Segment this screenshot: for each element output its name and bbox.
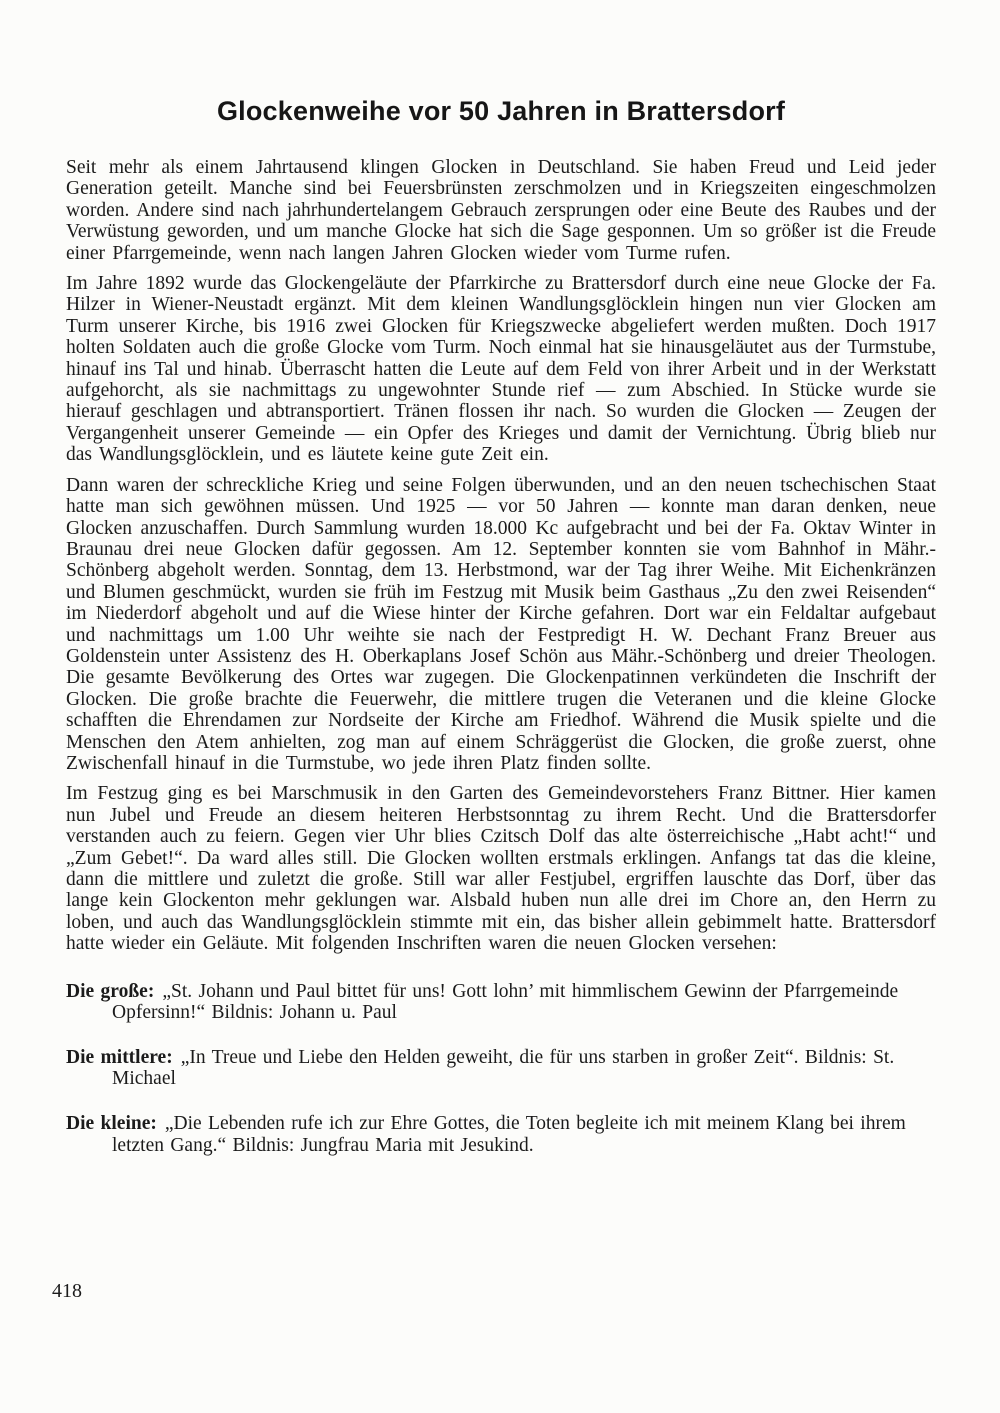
page-number: 418 [52, 1280, 82, 1302]
inscription-lead: Die große: [66, 980, 155, 1002]
inscription-text: „St. Johann und Paul bittet für uns! Gott lohn’ mit himmlischem Gewinn der Pfarrgemeinde Opfersinn!“ Bildnis: Johann u. Paul [112, 980, 899, 1024]
paragraph: Dann waren der schreckliche Krieg und seine Folgen überwunden, und an den neuen tschechischen Staat hatte man sich gewöhnen müssen. Und 1925 — vor 50 Jahren — konnte man daran denken, neue Glocken anzuschaffen. Durch Sammlung wurden 18.000 Kc aufgebracht und bei der Fa. Oktav Winter in Braunau drei neue Glocken dafür gegossen. Am 12. September konnten sie vom Bahnhof in Mähr.-Schönberg abgeholt werden. Sonntag, dem 13. Herbstmond, war der Tag ihrer Weihe. Mit Eichenkränzen und Blumen geschmückt, wurden sie früh im Festzug mit Musik beim Gasthaus „Zu den zwei Reisenden“ im Niederdorf abgeholt und auf die Wiese hinter der Kirche gefahren. Dort war ein Feldaltar aufgebaut und nachmittags um 1.00 Uhr weihte sie nach der Festpredigt H. W. Dechant Franz Breuer aus Goldenstein unter Assistenz des H. Oberkaplans Josef Schön aus Mähr.-Schönberg und dreier Theologen. Die gesamte Bevölkerung des Ortes war zugegen. Die Glockenpatinnen verkündeten die Inschrift der Glocken. Die große brachte die Feuerwehr, die mittlere trugen die Veteranen und die kleine Glocke schafften die Ehrendamen zur Nordseite der Kirche am Friedhof. Während die Musik spielte und die Menschen den Atem anhielten, zog man auf einem Schräggerüst die Glocken, die große zuerst, ohne Zwischenfall hinauf in die Turmstube, wo jede ihren Platz finden sollte. [66, 474, 936, 774]
article-body [66, 157, 936, 955]
page-title: Glockenweihe vor 50 Jahren in Brattersdorf [216, 96, 786, 126]
paragraph: Seit mehr als einem Jahrtausend klingen Glocken in Deutschland. Sie haben Freud und Leid jeder Generation geteilt. Manche sind bei Feuersbrünsten zerschmolzen und in Kriegszeiten eingeschmolzen worden. Andere sind nach jahrhundertelangem Gebrauch zersprungen oder eine Beute des Raubes und der Verwüstung geworden, und um manche Glocke hat sich die Sage gesponnen. Um so größer ist die Freude einer Pfarrgemeinde, wenn nach langen Jahren Glocken wieder vom Turme rufen. [66, 157, 936, 264]
paragraph: Im Festzug ging es bei Marschmusik in den Garten des Gemeindevorstehers Franz Bittner. Hier kamen nun Jubel und Freude an diesem heiteren Herbstsonntag zu ihrem Recht. Und die Brattersdorfer verstanden auch zu feiern. Gegen vier Uhr blies Czitsch Dolf das alte österreichische „Habt acht!“ und „Zum Gebet!“. Da ward alles still. Die Glocken wollten erstmals erklingen. Anfangs tat das die kleine, dann die mittlere und zuletzt die große. Still war aller Festjubel, ergriffen lauschte das Dorf, über das lange kein Glockenton mehr geklungen war. Alsbald huben nun alle drei im Chore an, den Herrn zu loben, und auch das Wandlungsglöcklein stimmte mit ein, das bisher allein gebimmelt hatte. Brattersdorf hatte wieder ein Geläute. Mit folgenden Inschriften waren die neuen Glocken versehen: [66, 783, 936, 955]
paragraph: Im Jahre 1892 wurde das Glockengeläute der Pfarrkirche zu Brattersdorf durch eine neue Glocke der Fa. Hilzer in Wiener-Neustadt ergänzt. Mit dem kleinen Wandlungsglöcklein hingen nun vier Glocken am Turm unserer Kirche, bis 1916 zwei Glocken für Kriegszwecke abgeliefert werden mußten. Doch 1917 holten Soldaten auch die große Glocke vom Turm. Noch einmal hat sie hinausgeläutet aus der Turmstube, hinauf ins Tal und hinab. Überrascht hatten die Leute auf dem Feld von ihrer Arbeit und in der Werkstatt aufgehorcht, als sie nachmittags zu ungewohnter Stunde rief — zum Abschied. In Stücke wurde sie hierauf geschlagen und abtransportiert. Tränen flossen ihr nach. So wurden die Glocken — Zeugen der Vergangenheit unserer Gemeinde — ein Opfer des Krieges und damit der Vernichtung. Übrig blieb nur das Wandlungsglöcklein, und es läutete keine gute Zeit ein. [66, 273, 936, 466]
inscription-text: „In Treue und Liebe den Helden geweiht, die für uns starben in großer Zeit“. Bildnis: St. Michael [112, 1046, 895, 1090]
inscription-lead: Die kleine: [66, 1113, 157, 1134]
bell-inscriptions-list [66, 981, 936, 1157]
inscription-item [66, 1113, 936, 1156]
inscription-lead: Die mittlere: [66, 1046, 173, 1068]
inscription-text: „Die Lebenden rufe ich zur Ehre Gottes, die Toten begleite ich mit meinem Klang bei ihrem letzten Gang.“ Bildnis: Jungfrau Maria mit Jesukind. [112, 1113, 906, 1156]
inscription-item [66, 981, 936, 1024]
inscription-item [66, 1047, 936, 1090]
